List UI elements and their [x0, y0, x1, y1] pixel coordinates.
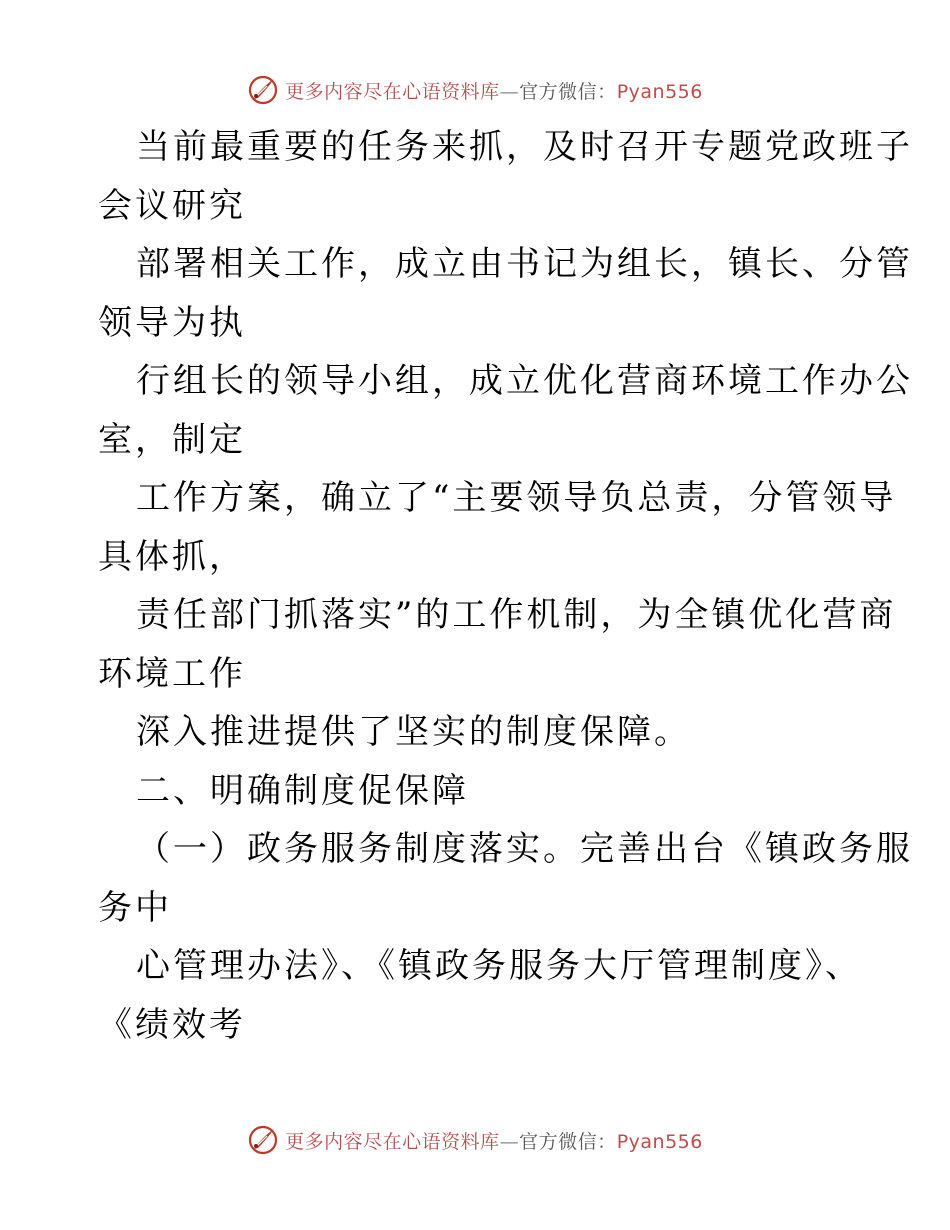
header-banner-dash: —	[499, 80, 520, 103]
body-line-7: 工作方案，确立了“主要领导负总责，分管领导	[136, 478, 897, 518]
body-line-10: 环境工作	[98, 653, 246, 694]
body-line-1: 当前最重要的任务来抓，及时召开专题党政班子	[136, 127, 913, 167]
body-line-15: 心管理办法》、《镇政务服务大厅管理制度》、	[136, 946, 862, 986]
body-line-8: 具体抓，	[98, 536, 246, 577]
body-line-6: 室，制定	[98, 419, 246, 460]
feather-pen-logo-icon	[247, 1124, 279, 1156]
header-banner-wechat-id: Pyan556	[616, 80, 703, 103]
body-line-2: 会议研究	[98, 185, 246, 226]
footer-banner	[0, 1120, 950, 1160]
body-line-3: 部署相关工作，成立由书记为组长，镇长、分管	[136, 244, 913, 284]
document-body	[98, 118, 913, 1054]
body-line-11: 深入推进提供了坚实的制度保障。	[136, 712, 691, 752]
body-line-16: 《绩效考	[98, 1004, 246, 1045]
footer-banner-wechat-id: Pyan556	[616, 1130, 703, 1153]
footer-banner-text	[285, 1127, 703, 1154]
body-line-5: 行组长的领导小组，成立优化营商环境工作办公	[136, 361, 913, 401]
body-line-9: 责任部门抓落实”的工作机制，为全镇优化营商	[136, 595, 897, 635]
header-banner-text	[285, 77, 703, 104]
header-banner-official: 官方微信：	[519, 80, 617, 103]
header-banner	[0, 70, 950, 110]
header-banner-main: 更多内容尽在心语资料库	[285, 80, 500, 103]
feather-pen-logo-icon	[247, 74, 279, 106]
footer-banner-official: 官方微信：	[519, 1130, 617, 1153]
footer-banner-dash: —	[499, 1130, 520, 1153]
body-line-13: （一）政务服务制度落实。完善出台《镇政务服	[136, 829, 913, 869]
footer-banner-main: 更多内容尽在心语资料库	[285, 1130, 500, 1153]
body-line-14: 务中	[98, 887, 172, 928]
body-line-4: 领导为执	[98, 302, 246, 343]
section-heading: 二、明确制度促保障	[136, 770, 469, 811]
